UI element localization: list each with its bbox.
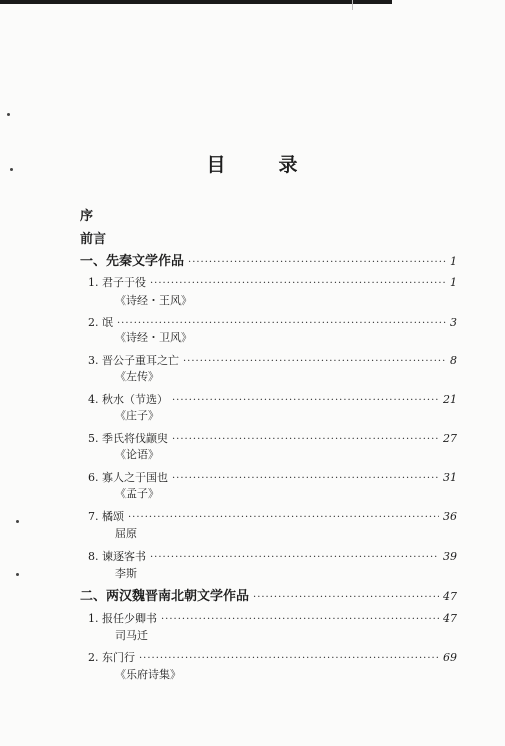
toc-label: 7. 橘颂 — [88, 510, 124, 523]
toc-item[interactable] — [88, 505, 457, 524]
toc-item[interactable] — [88, 607, 457, 626]
toc-chapter[interactable] — [80, 250, 457, 269]
toc-page: 3 — [450, 316, 457, 329]
toc-page: 1 — [450, 255, 457, 268]
dot-leader — [150, 545, 439, 564]
toc-item[interactable] — [88, 646, 457, 665]
dot-leader — [183, 349, 446, 368]
toc-source: 《左传》 — [115, 370, 159, 383]
toc-item[interactable] — [88, 349, 457, 368]
toc-item[interactable] — [88, 466, 457, 485]
toc-chapter[interactable] — [80, 585, 457, 604]
toc-page: 27 — [443, 432, 457, 445]
toc-source: 《论语》 — [115, 448, 159, 461]
toc-page: 31 — [443, 471, 457, 484]
preface-heading: 序 — [80, 209, 94, 224]
toc-item[interactable] — [88, 271, 457, 290]
toc-label: 1. 报任少卿书 — [88, 612, 157, 625]
scan-speck — [16, 520, 19, 523]
dot-leader — [161, 607, 439, 626]
toc-label: 一、先秦文学作品 — [80, 254, 185, 269]
dot-leader — [128, 505, 439, 524]
toc-item[interactable] — [88, 545, 457, 564]
toc-page: 47 — [443, 612, 457, 625]
toc-item[interactable] — [88, 388, 457, 407]
toc-label: 3. 晋公子重耳之亡 — [88, 354, 179, 367]
toc-page: 1 — [450, 276, 457, 289]
page-title — [0, 150, 505, 177]
scan-edge-mark — [352, 0, 353, 10]
toc-label: 1. 君子于役 — [88, 276, 146, 289]
dot-leader — [253, 585, 439, 604]
toc-page: 47 — [443, 590, 457, 603]
title-char-2: 录 — [278, 154, 299, 176]
toc-label: 5. 季氏将伐颛臾 — [88, 432, 168, 445]
dot-leader — [139, 646, 439, 665]
toc-source: 李斯 — [115, 567, 137, 580]
toc-label: 二、两汉魏晋南北朝文学作品 — [80, 589, 250, 604]
toc-source: 《乐府诗集》 — [115, 668, 181, 681]
dot-leader — [188, 250, 446, 269]
toc-label: 8. 谏逐客书 — [88, 550, 146, 563]
toc-label: 2. 氓 — [88, 316, 113, 329]
toc-page: 39 — [443, 550, 457, 563]
toc-label: 2. 东门行 — [88, 651, 135, 664]
foreword-heading: 前言 — [80, 232, 107, 247]
title-char-1: 目 — [206, 154, 227, 176]
dot-leader — [172, 427, 439, 446]
toc-source: 《诗经・卫风》 — [115, 331, 192, 344]
toc-page: 36 — [443, 510, 457, 523]
toc-source: 《庄子》 — [115, 409, 159, 422]
scan-speck — [7, 113, 10, 116]
toc-item[interactable] — [88, 311, 457, 330]
toc-item[interactable] — [88, 427, 457, 446]
dot-leader — [172, 388, 439, 407]
toc-page: 69 — [443, 651, 457, 664]
scan-top-edge — [0, 0, 392, 4]
toc-source: 司马迁 — [115, 629, 148, 642]
toc-label: 6. 寡人之于国也 — [88, 471, 168, 484]
dot-leader — [117, 311, 446, 330]
toc-source: 《诗经・王风》 — [115, 294, 192, 307]
toc-label: 4. 秋水（节选） — [88, 393, 168, 406]
scan-speck — [16, 573, 19, 576]
toc-source: 《孟子》 — [115, 487, 159, 500]
toc-page: 8 — [450, 354, 457, 367]
toc-source: 屈原 — [115, 527, 137, 540]
toc-page: 21 — [443, 393, 457, 406]
dot-leader — [150, 271, 446, 290]
dot-leader — [172, 466, 439, 485]
